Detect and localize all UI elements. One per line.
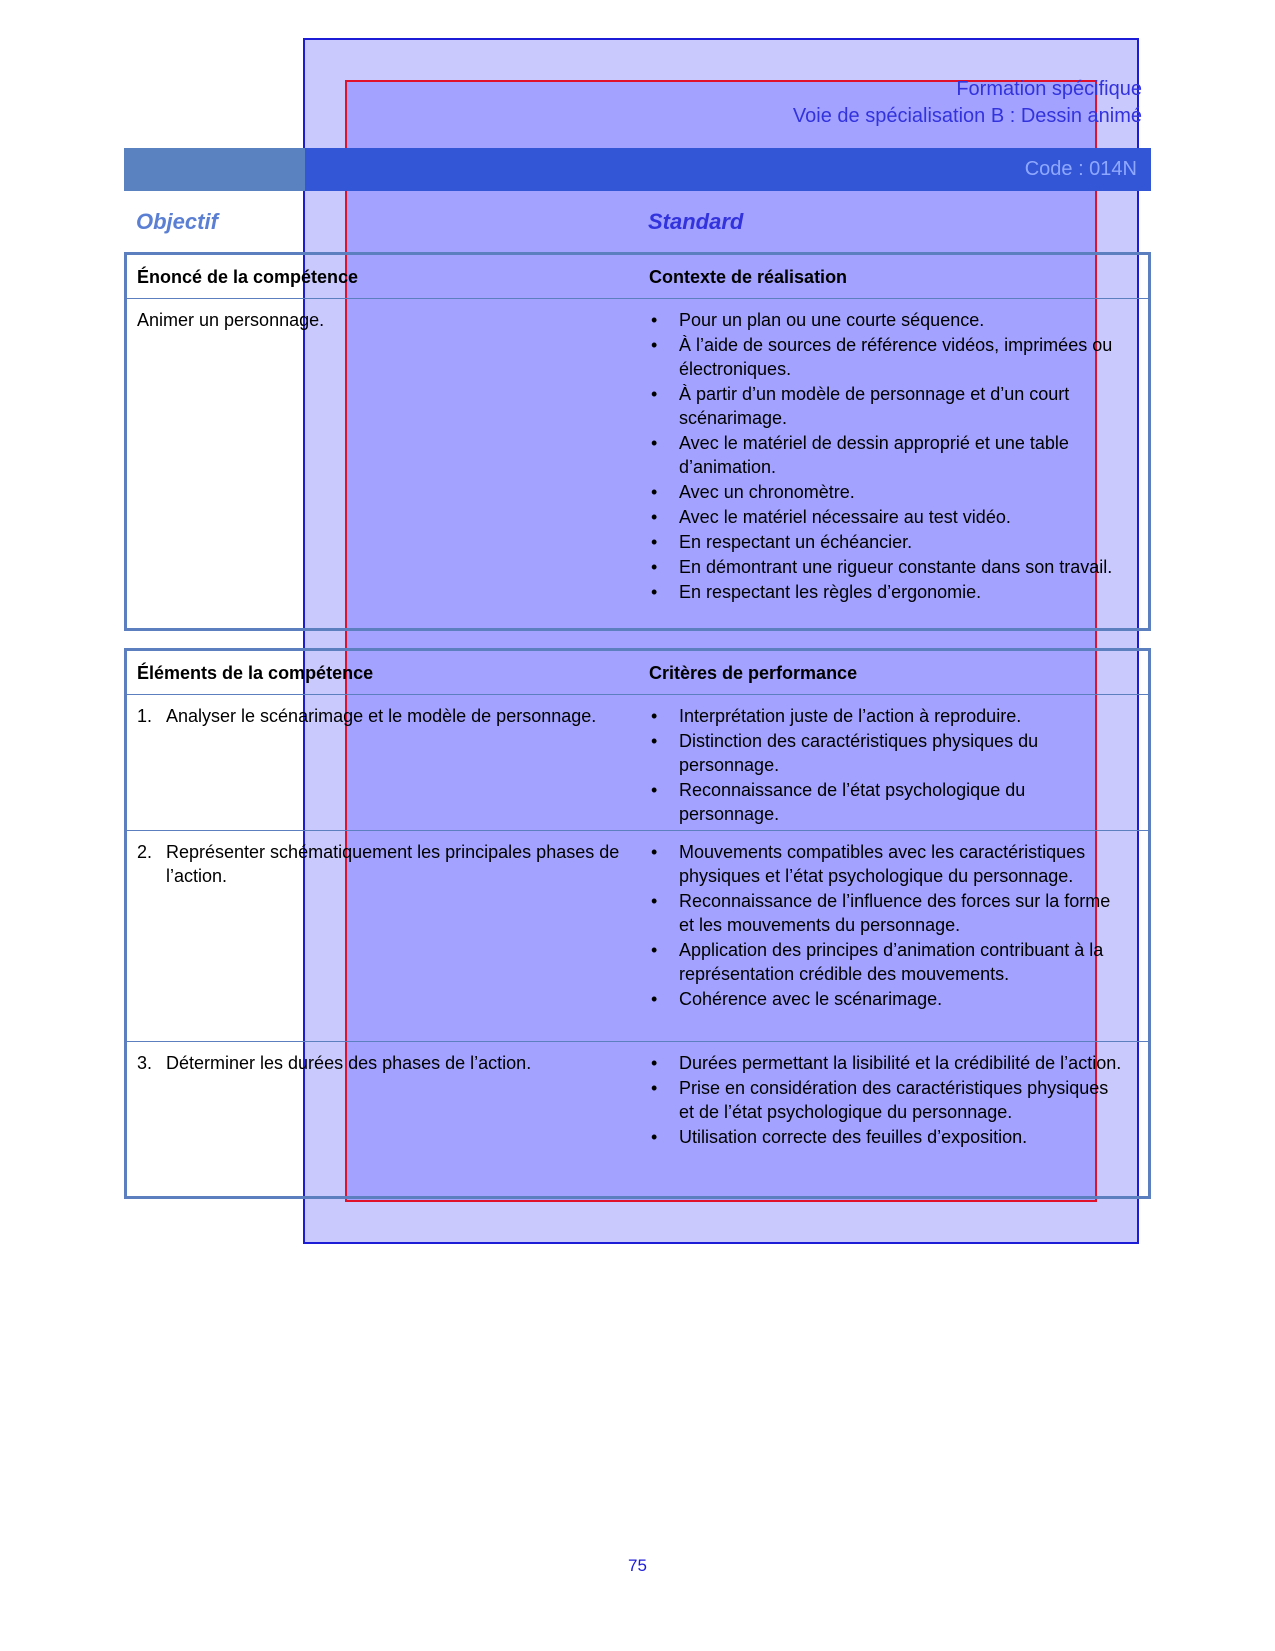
list-item: • Pour un plan ou une courte séquence. xyxy=(649,308,1127,332)
list-item: • Interprétation juste de l’action à reproduire. xyxy=(649,704,1127,728)
statement-column-header: Énoncé de la compétence xyxy=(137,267,359,287)
list-item: • Mouvements compatibles avec les caractéristiques physiques et l’état psychologique du personnage. xyxy=(649,840,1127,888)
element-3 xyxy=(137,1051,637,1075)
code-bar-accent xyxy=(124,148,305,191)
competence-row xyxy=(127,299,1148,629)
list-item: • Utilisation correcte des feuilles d’exposition. xyxy=(649,1125,1127,1149)
criteria-list xyxy=(649,1051,1127,1150)
list-item: • Reconnaissance de l’état psychologique du personnage. xyxy=(649,778,1127,826)
list-item: • Prise en considération des caractéristiques physiques et de l’état psychologique du personnage. xyxy=(649,1076,1127,1124)
list-item: • À l’aide de sources de référence vidéos, imprimées ou électroniques. xyxy=(649,333,1127,381)
table-row xyxy=(127,695,1148,831)
table-row xyxy=(127,1042,1148,1198)
list-item: • Avec le matériel nécessaire au test vidéo. xyxy=(649,505,1127,529)
competence-statement xyxy=(137,308,637,332)
context-column-header: Contexte de réalisation xyxy=(649,267,848,287)
header-line-2: Voie de spécialisation B : Dessin animé xyxy=(792,105,1142,127)
list-item: • Reconnaissance de l’influence des forces sur la forme et les mouvements du personnage. xyxy=(649,889,1127,937)
criteria-list xyxy=(649,704,1127,827)
element-text: Déterminer les durées des phases de l’action. xyxy=(166,1053,532,1073)
element-text: Représenter schématiquement les principales phases de l’action. xyxy=(166,842,620,886)
list-item: • Cohérence avec le scénarimage. xyxy=(649,987,1127,1011)
element-2 xyxy=(137,840,637,888)
list-item: • En démontrant une rigueur constante dans son travail. xyxy=(649,555,1127,579)
elements-column-header: Éléments de la compétence xyxy=(137,663,374,683)
page-number: 75 xyxy=(628,1556,647,1575)
criteria-column-header: Critères de performance xyxy=(649,663,858,683)
list-item: • Application des principes d’animation contribuant à la représentation crédible des mouvements. xyxy=(649,938,1127,986)
competence-table xyxy=(124,252,1151,631)
element-1 xyxy=(137,704,637,728)
list-item: • En respectant un échéancier. xyxy=(649,530,1127,554)
competence-statement-text: Animer un personnage. xyxy=(137,310,325,330)
header-line-1: Formation spécifique xyxy=(956,78,1142,100)
list-item: • Durées permettant la lisibilité et la crédibilité de l’action. xyxy=(649,1051,1127,1075)
list-item: • Avec un chronomètre. xyxy=(649,480,1127,504)
element-number: 2. xyxy=(137,842,153,862)
table-row xyxy=(127,831,1148,1042)
list-item: • En respectant les règles d’ergonomie. xyxy=(649,580,1127,604)
elements-table xyxy=(124,648,1151,1199)
code-bar xyxy=(124,148,1151,191)
elements-table-header xyxy=(127,651,1148,695)
objectif-title: Objectif xyxy=(136,209,218,234)
document-header xyxy=(793,76,1142,130)
element-number: 3. xyxy=(137,1053,153,1073)
competence-table-header xyxy=(127,255,1148,299)
criteria-list xyxy=(649,840,1127,1012)
list-item: • Distinction des caractéristiques physiques du personnage. xyxy=(649,729,1127,777)
standard-title: Standard xyxy=(648,209,744,234)
list-item: • Avec le matériel de dessin approprié et une table d’animation. xyxy=(649,431,1127,479)
element-text: Analyser le scénarimage et le modèle de personnage. xyxy=(166,706,597,726)
context-list xyxy=(649,308,1127,605)
element-number: 1. xyxy=(137,706,153,726)
competence-code: Code : 014N xyxy=(1024,158,1137,180)
list-item: • À partir d’un modèle de personnage et d’un court scénarimage. xyxy=(649,382,1127,430)
